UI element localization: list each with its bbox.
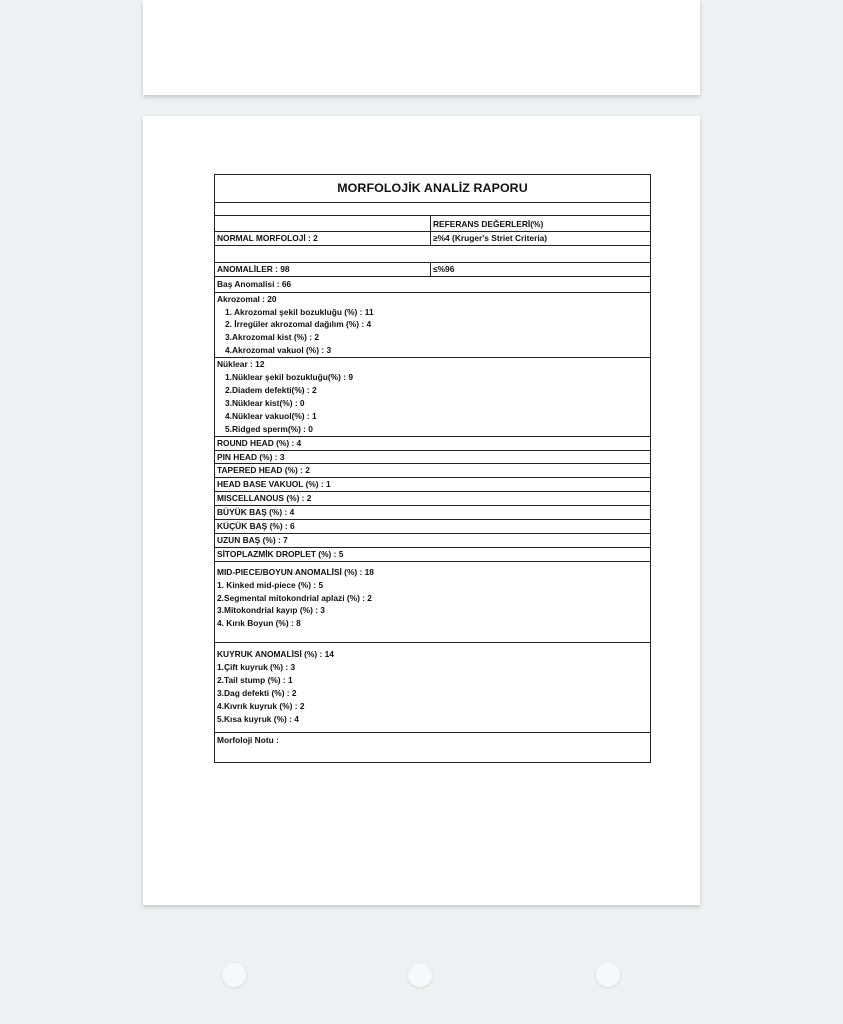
nuclear-section <box>215 358 651 436</box>
head-type-row: SİTOPLAZMİK DROPLET (%) : 5 <box>215 547 651 561</box>
list-item: 2. İrregüler akrozomal dağılım (%) : 4 <box>225 319 372 330</box>
page-dot[interactable] <box>408 963 432 987</box>
list-item: 3.Akrozomal kist (%) : 2 <box>225 332 320 343</box>
head-type-row: MISCELLANOUS (%) : 2 <box>215 492 651 506</box>
list-item: 1.Çift kuyruk (%) : 3 <box>217 662 296 673</box>
page-indicator <box>0 963 843 989</box>
blank-row <box>215 245 651 262</box>
list-item: 3.Dag defekti (%) : 2 <box>217 688 297 698</box>
list-item: 3.Mitokondrial kayıp (%) : 3 <box>217 605 325 616</box>
head-type-row: KÜÇÜK BAŞ (%) : 6 <box>215 520 651 534</box>
list-item: 2.Diadem defekti(%) : 2 <box>225 384 317 395</box>
head-type-row: PIN HEAD (%) : 3 <box>215 450 651 464</box>
acrosomal-title: Akrozomal : 20 <box>217 293 277 304</box>
page-dot[interactable] <box>222 963 246 987</box>
list-item: 3.Nüklear kist(%) : 0 <box>225 397 305 408</box>
list-item: 1. Kinked mid-piece (%) : 5 <box>217 579 324 590</box>
head-type-row: ROUND HEAD (%) : 4 <box>215 436 651 450</box>
acrosomal-section <box>215 292 651 358</box>
reference-header: REFERANS DEĞERLERİ(%) <box>431 216 651 232</box>
morphology-notes: Morfoloji Notu : <box>215 732 651 762</box>
page-dot[interactable] <box>596 963 620 987</box>
anomalies-reference: ≤%96 <box>431 262 651 276</box>
list-item: 4.Nüklear vakuol(%) : 1 <box>225 410 317 421</box>
list-item: 1. Akrozomal şekil bozukluğu (%) : 11 <box>225 306 374 317</box>
list-item: 5.Ridged sperm(%) : 0 <box>225 423 313 434</box>
list-item: 2.Segmental mitokondrial aplazi (%) : 2 <box>217 592 372 603</box>
morphology-report-table <box>214 174 651 763</box>
normal-morphology-reference: ≥%4 (Kruger's Striet Criteria) <box>431 231 651 245</box>
document-page <box>143 116 700 905</box>
midpiece-section <box>215 561 651 643</box>
tail-title: KUYRUK ANOMALİSİ (%) : 14 <box>217 649 334 660</box>
nuclear-title: Nüklear : 12 <box>217 359 265 370</box>
report-title: MORFOLOJİK ANALİZ RAPORU <box>215 175 651 203</box>
anomalies-total: ANOMALİLER : 98 <box>215 262 431 276</box>
head-type-row: HEAD BASE VAKUOL (%) : 1 <box>215 478 651 492</box>
list-item: 5.Kısa kuyruk (%) : 4 <box>217 713 299 724</box>
head-anomaly: Baş Anomalisi : 66 <box>215 276 651 292</box>
list-item: 4.Akrozomal vakuol (%) : 3 <box>225 345 332 356</box>
list-item: 4. Kırık Boyun (%) : 8 <box>217 618 301 629</box>
list-item: 1.Nüklear şekil bozukluğu(%) : 9 <box>225 372 353 383</box>
normal-morphology: NORMAL MORFOLOJİ : 2 <box>215 231 431 245</box>
blank-row <box>215 203 651 216</box>
tail-section <box>215 643 651 732</box>
empty-cell <box>215 216 431 232</box>
head-type-row: UZUN BAŞ (%) : 7 <box>215 533 651 547</box>
head-type-row: BÜYÜK BAŞ (%) : 4 <box>215 506 651 520</box>
list-item: 2.Tail stump (%) : 1 <box>217 675 293 686</box>
head-type-row: TAPERED HEAD (%) : 2 <box>215 464 651 478</box>
previous-page <box>143 0 700 95</box>
midpiece-title: MID-PIECE/BOYUN ANOMALİSİ (%) : 18 <box>217 566 374 577</box>
list-item: 4.Kıvrık kuyruk (%) : 2 <box>217 700 305 711</box>
